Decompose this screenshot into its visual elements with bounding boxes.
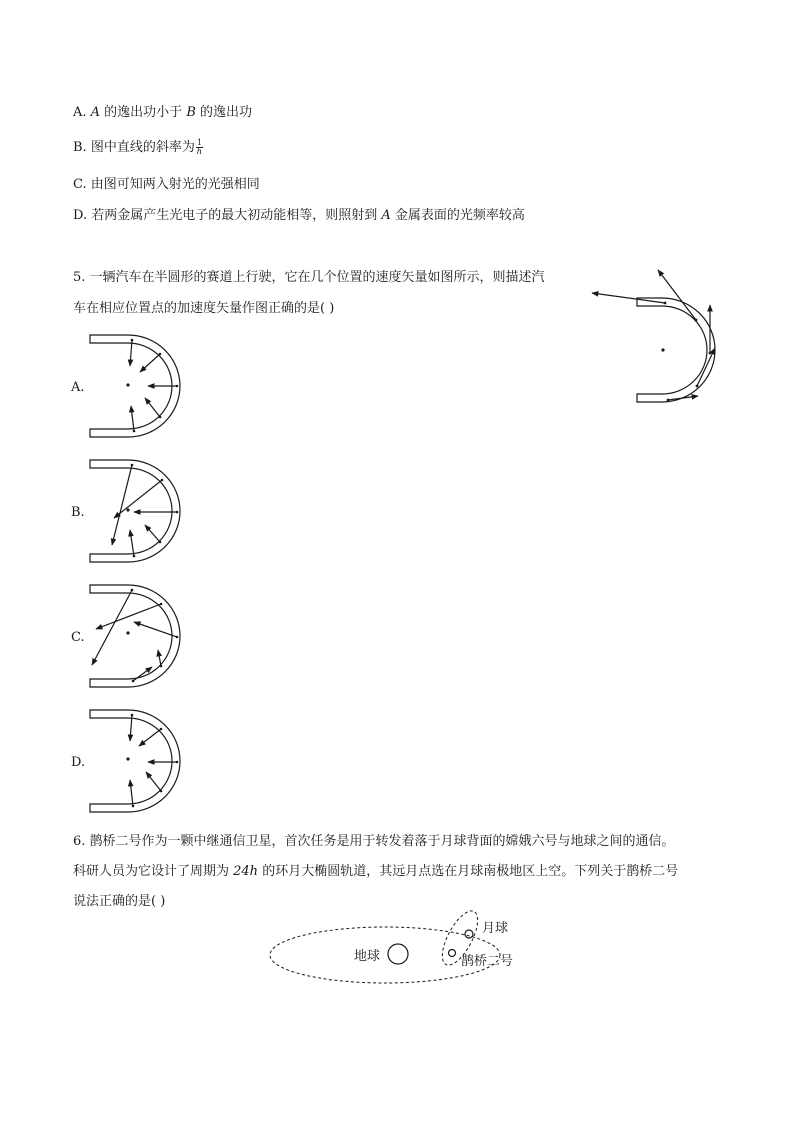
q6-stem-line3: 说法正确的是( ): [73, 894, 166, 909]
fraction-one-over-h: $\frac{1}{h}$: [196, 138, 202, 156]
earth-label: 地球: [354, 949, 381, 964]
option-b-label: B.: [71, 505, 85, 520]
option-c-label: C.: [71, 630, 85, 645]
q4-option-a: A. A 的逸出功小于 B 的逸出功: [73, 105, 253, 120]
q4-option-d: D. 若两金属产生光电子的最大初动能相等，则照射到 A 金属表面的光频率较高: [73, 208, 525, 223]
option-d-label: D.: [71, 755, 86, 770]
q4-option-c: C. 由图可知两入射光的光强相同: [73, 177, 260, 192]
variable-a: A: [90, 105, 101, 120]
satellite-circle: [449, 950, 456, 957]
moon-label: 月球: [482, 921, 509, 936]
variable-b: B: [186, 105, 196, 120]
q6-stem-line2: 科研人员为它设计了周期为 24h 的环月大椭圆轨道，其远月点选在月球南极地区上空。下列关于鹊桥二号: [73, 864, 679, 879]
q5-stem-line2: 车在相应位置点的加速度矢量作图正确的是( ): [73, 301, 335, 316]
option-a-label: A.: [71, 380, 85, 395]
earth-circle: [388, 944, 408, 964]
q6-stem-line1: 6. 鹊桥二号作为一颗中继通信卫星，首次任务是用于转发着落于月球背面的嫦娥六号与地球之间的通信。: [73, 834, 675, 849]
q4-option-b: B. 图中直线的斜率为 $\frac{1}{h}$: [73, 138, 202, 156]
satellite-label: 鹊桥二号: [461, 954, 514, 969]
q5-stem-line1: 5. 一辆汽车在半圆形的赛道上行驶，它在几个位置的速度矢量如图所示，则描述汽: [73, 270, 545, 285]
moon-circle: [465, 930, 473, 938]
